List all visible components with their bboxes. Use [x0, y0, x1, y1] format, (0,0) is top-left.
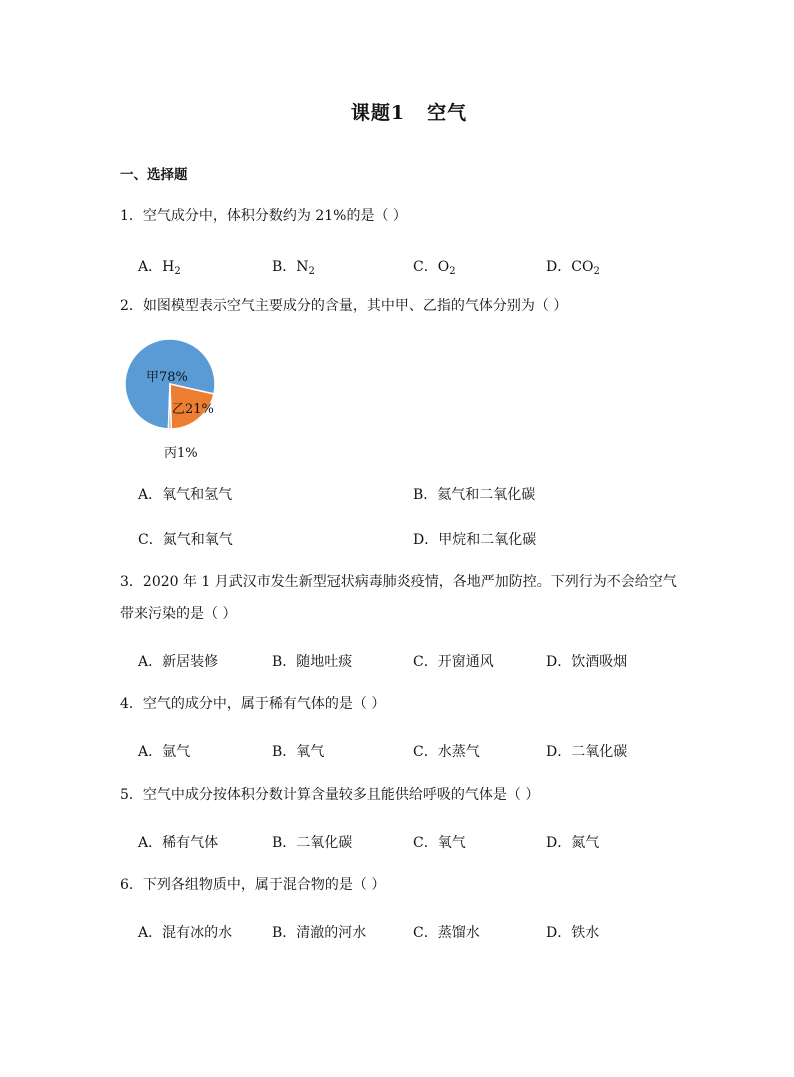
- question-4-stem: 4．空气的成分中，属于稀有气体的是（ ）: [120, 696, 386, 712]
- q4-option-b: B．氧气: [272, 744, 325, 760]
- q6-option-b: B．清澈的河水: [272, 925, 367, 941]
- q3-option-a: A．新居装修: [138, 654, 219, 670]
- page-title: [0, 98, 794, 125]
- q2-option-c: C．氮气和氧气: [138, 532, 233, 548]
- air-composition-pie-chart: [118, 338, 228, 448]
- question-2-stem: 2．如图模型表示空气主要成分的含量，其中甲、乙指的气体分别为（ ）: [120, 298, 568, 314]
- q2-option-b: B．氦气和二氧化碳: [413, 487, 536, 503]
- q1-option-a: A．$H_2$: [138, 259, 181, 277]
- pie-label-yi: 乙21%: [172, 402, 214, 417]
- q3-option-c: C．开窗通风: [413, 654, 494, 670]
- q5-option-d: D．氮气: [546, 835, 600, 851]
- question-5-stem: 5．空气中成分按体积分数计算含量较多且能供给呼吸的气体是（ ）: [120, 787, 540, 803]
- q1-option-b: B．$N_2$: [272, 259, 315, 277]
- question-6-stem: 6．下列各组物质中，属于混合物的是（ ）: [120, 877, 386, 893]
- section-heading: 一、选择题: [120, 167, 188, 183]
- q4-option-a: A．氩气: [138, 744, 191, 760]
- q6-option-d: D．铁水: [546, 925, 600, 941]
- q6-option-c: C．蒸馏水: [413, 925, 480, 941]
- pie-label-jia: 甲78%: [146, 370, 188, 385]
- q1-option-c: C．$O_2$: [413, 259, 456, 277]
- question-3-stem: 3．2020 年 1 月武汉市发生新型冠状病毒肺炎疫情，各地严加防控。下列行为不会给空气带来污染的是（ ）: [120, 574, 677, 622]
- q5-option-b: B．二氧化碳: [272, 835, 353, 851]
- question-1-stem: 1．空气成分中，体积分数约为 21%的是（ ）: [120, 208, 407, 224]
- q5-option-a: A．稀有气体: [138, 835, 219, 851]
- q6-option-a: A．混有冰的水: [138, 925, 233, 941]
- q3-option-b: B．随地吐痰: [272, 654, 353, 670]
- q1-option-d: D．$CO_2$: [546, 259, 600, 277]
- title-main: 课题1: [350, 102, 406, 124]
- pie-label-bing: 丙1%: [164, 446, 198, 461]
- q3-option-d: D．饮酒吸烟: [546, 654, 628, 670]
- title-sub: 空气: [427, 102, 468, 124]
- q4-option-d: D．二氧化碳: [546, 744, 628, 760]
- q5-option-c: C．氧气: [413, 835, 466, 851]
- q2-option-d: D．甲烷和二氧化碳: [413, 532, 537, 548]
- q2-option-a: A．氧气和氢气: [138, 487, 233, 503]
- q4-option-c: C．水蒸气: [413, 744, 480, 760]
